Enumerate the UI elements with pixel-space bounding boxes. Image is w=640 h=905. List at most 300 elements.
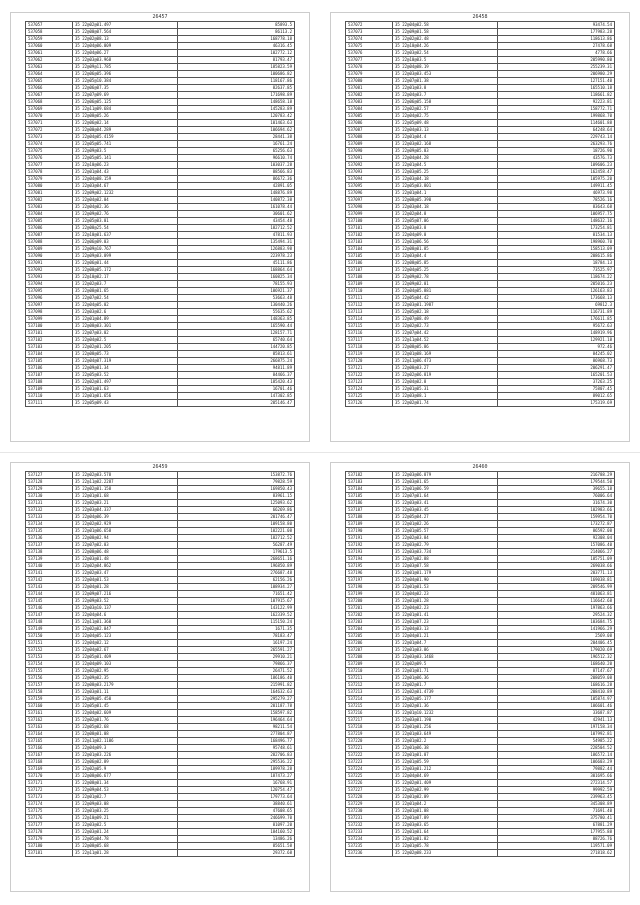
point-id-cell: 537187 xyxy=(346,507,393,514)
table-row xyxy=(346,584,615,591)
coordinate-sheet-1 xyxy=(10,12,310,442)
table-row xyxy=(346,36,615,43)
table-row xyxy=(346,141,615,148)
coordinate-cell: 35 22@04@04.69 xyxy=(393,773,498,780)
point-id-cell: 537066 xyxy=(26,85,73,92)
coordinate-cell: 35 22@01@06.36 xyxy=(393,675,498,682)
value-cell: 29524.32 xyxy=(498,612,615,619)
table-row xyxy=(26,302,295,309)
point-id-cell: 537102 xyxy=(26,337,73,344)
value-cell: 276687.48 xyxy=(178,570,295,577)
table-row xyxy=(26,323,295,330)
coordinate-cell: 35 22@04@05.123 xyxy=(73,633,178,640)
value-cell: 201746.47 xyxy=(178,514,295,521)
value-cell: 79882.44 xyxy=(498,766,615,773)
value-cell: 179544.50 xyxy=(498,479,615,486)
coordinate-cell: 35 22@03@04.4 xyxy=(393,253,498,260)
page-divider xyxy=(0,452,640,453)
coordinate-cell: 35 22@11@06.473 xyxy=(393,358,498,365)
table-row xyxy=(346,253,615,260)
point-id-cell: 537216 xyxy=(346,710,393,717)
point-id-cell: 537089 xyxy=(26,246,73,253)
coordinate-cell: 35 22@01@04.2 xyxy=(393,801,498,808)
point-id-cell: 537134 xyxy=(26,521,73,528)
coordinate-cell: 35 22@06@05.125 xyxy=(73,99,178,106)
coordinate-cell: 35 22@09@02.35 xyxy=(73,675,178,682)
table-row xyxy=(346,591,615,598)
table-row xyxy=(26,738,295,745)
point-id-cell: 537082 xyxy=(26,197,73,204)
coordinate-cell: 35 22@04@03.13 xyxy=(393,626,498,633)
point-id-cell: 537120 xyxy=(346,358,393,365)
value-cell: 79828.59 xyxy=(178,479,295,486)
point-id-cell: 537122 xyxy=(346,372,393,379)
coordinate-cell: 35 22@10@02.17 xyxy=(73,274,178,281)
value-cell: 56287.49 xyxy=(178,542,295,549)
point-id-cell: 537219 xyxy=(346,731,393,738)
point-id-cell: 537207 xyxy=(346,647,393,654)
coordinate-cell: 35 22@01@04.89 xyxy=(73,316,178,323)
value-cell: 272314.57 xyxy=(498,780,615,787)
table-row xyxy=(26,155,295,162)
point-id-cell: 537235 xyxy=(346,843,393,850)
point-id-cell: 537223 xyxy=(346,759,393,766)
point-id-cell: 537225 xyxy=(346,773,393,780)
point-id-cell: 537081 xyxy=(26,190,73,197)
value-cell: 81793.47 xyxy=(178,57,295,64)
coordinate-cell: 35 22@07@02.54 xyxy=(73,295,178,302)
value-cell: 95672.63 xyxy=(498,323,615,330)
point-id-cell: 537063 xyxy=(26,64,73,71)
coordinate-table xyxy=(345,471,615,857)
value-cell: 141966.29 xyxy=(498,626,615,633)
table-row xyxy=(26,570,295,577)
value-cell: 102221.08 xyxy=(178,528,295,535)
point-id-cell: 537096 xyxy=(346,190,393,197)
coordinate-cell: 35 22@01@01.63 xyxy=(73,386,178,393)
coordinate-cell: 35 22@02@05.9 xyxy=(73,766,178,773)
table-row xyxy=(26,239,295,246)
point-id-cell: 537227 xyxy=(346,787,393,794)
point-id-cell: 537073 xyxy=(26,134,73,141)
table-row xyxy=(26,500,295,507)
coordinate-cell: 35 22@08@05.86 xyxy=(393,344,498,351)
table-row xyxy=(26,36,295,43)
value-cell: 216788.29 xyxy=(498,472,615,479)
point-id-cell: 537161 xyxy=(26,710,73,717)
value-cell: 185420.43 xyxy=(178,379,295,386)
value-cell: 158772.71 xyxy=(498,106,615,113)
coordinate-cell: 35 22@05@01.409 xyxy=(73,654,178,661)
value-cell: 127151.40 xyxy=(498,78,615,85)
point-id-cell: 537137 xyxy=(26,542,73,549)
value-cell: 106957.75 xyxy=(498,211,615,218)
coordinate-cell: 35 22@11@09.684 xyxy=(73,106,178,113)
sheet-title: 26459 xyxy=(152,464,168,470)
coordinate-cell: 35 22@00@04.289 xyxy=(73,127,178,134)
coordinate-cell: 35 22@04@01.21 xyxy=(393,633,498,640)
point-id-cell: 537220 xyxy=(346,738,393,745)
point-id-cell: 537074 xyxy=(26,141,73,148)
value-cell: 81097.20 xyxy=(178,822,295,829)
value-cell: 282706.83 xyxy=(178,752,295,759)
point-id-cell: 537080 xyxy=(346,78,393,85)
value-cell: 120754.47 xyxy=(178,787,295,794)
coordinate-cell: 35 22@04@08.159 xyxy=(73,176,178,183)
point-id-cell: 537212 xyxy=(346,682,393,689)
table-row xyxy=(26,344,295,351)
value-cell: 109606.23 xyxy=(498,162,615,169)
point-id-cell: 537197 xyxy=(346,577,393,584)
coordinate-cell: 35 22@01@01.08 xyxy=(393,808,498,815)
table-row xyxy=(26,281,295,288)
coordinate-cell: 35 22@01@05.59 xyxy=(393,759,498,766)
table-row xyxy=(26,766,295,773)
table-row xyxy=(346,372,615,379)
coordinate-cell: 35 22@01@01.656 xyxy=(73,393,178,400)
point-id-cell: 537110 xyxy=(346,288,393,295)
point-id-cell: 537181 xyxy=(26,850,73,857)
point-id-cell: 537061 xyxy=(26,50,73,57)
value-cell: 105975.20 xyxy=(498,176,615,183)
table-row xyxy=(346,162,615,169)
value-cell: 84245.02 xyxy=(498,351,615,358)
coordinate-cell: 35 22@02@03.578 xyxy=(73,472,178,479)
point-id-cell: 537196 xyxy=(346,570,393,577)
point-id-cell: 537058 xyxy=(26,29,73,36)
table-row xyxy=(26,78,295,85)
point-id-cell: 537189 xyxy=(346,521,393,528)
value-cell: 263293.76 xyxy=(498,141,615,148)
point-id-cell: 537217 xyxy=(346,717,393,724)
coordinate-table xyxy=(25,21,295,407)
point-id-cell: 537077 xyxy=(26,162,73,169)
point-id-cell: 537128 xyxy=(26,479,73,486)
value-cell: 246699.70 xyxy=(178,815,295,822)
coordinate-cell: 35 22@02@04.862 xyxy=(73,563,178,570)
table-row xyxy=(26,493,295,500)
point-id-cell: 537180 xyxy=(26,843,73,850)
point-id-cell: 537156 xyxy=(26,675,73,682)
value-cell: 265591.27 xyxy=(178,647,295,654)
coordinate-cell: 35 22@01@06.658 xyxy=(73,528,178,535)
value-cell: 255239.31 xyxy=(498,64,615,71)
table-row xyxy=(26,386,295,393)
table-row xyxy=(26,787,295,794)
coordinate-cell: 35 22@02@01.7 xyxy=(393,682,498,689)
point-id-cell: 537130 xyxy=(26,493,73,500)
coordinate-cell: 35 22@04@02.58 xyxy=(393,22,498,29)
coordinate-cell: 35 22@04@02.75 xyxy=(393,113,498,120)
point-id-cell: 537145 xyxy=(26,598,73,605)
table-row xyxy=(346,400,615,407)
coordinate-cell: 35 22@04@04.28 xyxy=(393,155,498,162)
table-row xyxy=(26,351,295,358)
coordinate-cell: 35 22@04@08.19 xyxy=(393,64,498,71)
coordinate-cell: 35 22@03@03.453 xyxy=(393,71,498,78)
point-id-cell: 537184 xyxy=(346,486,393,493)
point-id-cell: 537151 xyxy=(26,640,73,647)
value-cell: 165510.18 xyxy=(498,85,615,92)
point-id-cell: 537209 xyxy=(346,661,393,668)
value-cell: 66269.86 xyxy=(178,507,295,514)
value-cell: 176611.85 xyxy=(498,316,615,323)
point-id-cell: 537125 xyxy=(346,393,393,400)
table-row xyxy=(26,836,295,843)
coordinate-cell: 35 22@06@07.35 xyxy=(73,85,178,92)
point-id-cell: 537201 xyxy=(346,605,393,612)
point-id-cell: 537192 xyxy=(346,542,393,549)
table-row xyxy=(26,218,295,225)
table-row xyxy=(26,141,295,148)
value-cell: 116642.68 xyxy=(498,598,615,605)
table-row xyxy=(346,661,615,668)
coordinate-cell: 35 22@03@03.65 xyxy=(393,822,498,829)
table-row xyxy=(346,556,615,563)
point-id-cell: 537236 xyxy=(346,850,393,857)
point-id-cell: 537100 xyxy=(26,323,73,330)
table-row xyxy=(26,584,295,591)
table-row xyxy=(26,472,295,479)
coordinate-cell: 35 22@04@07.319 xyxy=(73,358,178,365)
value-cell: 73525.97 xyxy=(498,267,615,274)
point-id-cell: 537105 xyxy=(346,253,393,260)
table-row xyxy=(26,717,295,724)
table-row xyxy=(26,211,295,218)
coordinate-cell: 35 22@04@05.4159 xyxy=(73,134,178,141)
value-cell: 83961.15 xyxy=(178,493,295,500)
point-id-cell: 537118 xyxy=(346,344,393,351)
value-cell: 199868.70 xyxy=(498,113,615,120)
point-id-cell: 537112 xyxy=(346,302,393,309)
value-cell: 29372.68 xyxy=(178,850,295,857)
point-id-cell: 537148 xyxy=(26,619,73,626)
value-cell: 87147.67 xyxy=(498,668,615,675)
point-id-cell: 537098 xyxy=(26,309,73,316)
value-cell: 99992.59 xyxy=(498,787,615,794)
coordinate-cell: 35 22@08@01.34 xyxy=(73,780,178,787)
coordinate-cell: 35 22@04@02.609 xyxy=(73,710,178,717)
point-id-cell: 537193 xyxy=(346,549,393,556)
coordinate-cell: 35 22@11@04.52 xyxy=(393,337,498,344)
point-id-cell: 537069 xyxy=(26,106,73,113)
value-cell: 168496.77 xyxy=(178,738,295,745)
coordinate-cell: 35 22@04@09.103 xyxy=(73,661,178,668)
point-id-cell: 537088 xyxy=(346,134,393,141)
point-id-cell: 537135 xyxy=(26,528,73,535)
point-id-cell: 537116 xyxy=(346,330,393,337)
table-row xyxy=(346,57,615,64)
point-id-cell: 537168 xyxy=(26,759,73,766)
value-cell: 148658.18 xyxy=(178,99,295,106)
point-id-cell: 537139 xyxy=(26,556,73,563)
value-cell: 972.46 xyxy=(498,344,615,351)
coordinate-cell: 35 22@07@01.64 xyxy=(393,493,498,500)
coordinate-cell: 35 22@03@03.8 xyxy=(393,225,498,232)
table-row xyxy=(346,351,615,358)
point-id-cell: 537070 xyxy=(26,113,73,120)
value-cell: 179773.64 xyxy=(178,794,295,801)
point-id-cell: 537107 xyxy=(346,267,393,274)
table-row xyxy=(26,479,295,486)
coordinate-cell: 35 22@04@06.009 xyxy=(73,43,178,50)
value-cell: 79866.37 xyxy=(178,661,295,668)
point-id-cell: 537203 xyxy=(346,619,393,626)
point-id-cell: 537210 xyxy=(346,668,393,675)
coordinate-cell: 35 22@03@02.6 xyxy=(73,309,178,316)
point-id-cell: 537172 xyxy=(26,787,73,794)
coordinate-cell: 35 22@10@04.26 xyxy=(393,43,498,50)
point-id-cell: 537202 xyxy=(346,612,393,619)
value-cell: 42941.13 xyxy=(498,717,615,724)
value-cell: 168864.64 xyxy=(178,267,295,274)
value-cell: 46973.98 xyxy=(498,190,615,197)
value-cell: 158513.09 xyxy=(498,246,615,253)
point-id-cell: 537073 xyxy=(346,29,393,36)
value-cell: 101463.63 xyxy=(178,120,295,127)
value-cell: 119571.09 xyxy=(498,843,615,850)
point-id-cell: 537093 xyxy=(26,274,73,281)
point-id-cell: 537199 xyxy=(346,591,393,598)
table-row xyxy=(26,22,295,29)
point-id-cell: 537224 xyxy=(346,766,393,773)
value-cell: 196850.89 xyxy=(178,563,295,570)
coordinate-cell: 35 22@01@01.64 xyxy=(393,829,498,836)
point-id-cell: 537075 xyxy=(26,148,73,155)
table-row xyxy=(346,794,615,801)
value-cell: 71691.40 xyxy=(498,808,615,815)
table-row xyxy=(346,598,615,605)
point-id-cell: 537171 xyxy=(26,780,73,787)
value-cell: 78155.93 xyxy=(178,281,295,288)
table-row xyxy=(346,647,615,654)
point-id-cell: 537100 xyxy=(346,218,393,225)
value-cell: 162339.52 xyxy=(178,612,295,619)
table-row xyxy=(26,127,295,134)
table-row xyxy=(26,563,295,570)
point-id-cell: 537068 xyxy=(26,99,73,106)
table-row xyxy=(346,605,615,612)
coordinate-cell: 35 22@00@07.564 xyxy=(73,29,178,36)
coordinate-cell: 35 22@09@04.53 xyxy=(73,787,178,794)
point-id-cell: 537141 xyxy=(26,570,73,577)
table-row xyxy=(26,521,295,528)
table-row xyxy=(26,486,295,493)
value-cell: 148876.89 xyxy=(178,190,295,197)
point-id-cell: 537215 xyxy=(346,703,393,710)
value-cell: 168616.28 xyxy=(498,682,615,689)
coordinate-cell: 35 22@02@04.8 xyxy=(393,211,498,218)
point-id-cell: 537092 xyxy=(346,162,393,169)
value-cell: 148919.96 xyxy=(498,330,615,337)
point-id-cell: 537131 xyxy=(26,500,73,507)
point-id-cell: 537211 xyxy=(346,675,393,682)
value-cell: 33687.87 xyxy=(498,710,615,717)
table-row xyxy=(26,64,295,71)
table-row xyxy=(346,787,615,794)
coordinate-cell: 35 22@06@01.44 xyxy=(73,260,178,267)
coordinate-cell: 35 22@04@02.12 xyxy=(73,640,178,647)
coordinate-cell: 35 22@07@02.03 xyxy=(73,542,178,549)
value-cell: 153872.76 xyxy=(178,472,295,479)
table-row xyxy=(26,514,295,521)
table-row xyxy=(346,281,615,288)
point-id-cell: 537169 xyxy=(26,766,73,773)
coordinate-cell: 35 22@07@02.88 xyxy=(393,556,498,563)
value-cell: 85651.58 xyxy=(178,843,295,850)
coordinate-cell: 35 22@01@01.07 xyxy=(393,752,498,759)
coordinate-cell: 35 22@05@10.384 xyxy=(73,78,178,85)
coordinate-cell: 35 22@02@01.74 xyxy=(393,400,498,407)
coordinate-cell: 35 22@10@09.21 xyxy=(73,815,178,822)
value-cell: 161078.44 xyxy=(178,204,295,211)
table-row xyxy=(26,99,295,106)
table-row xyxy=(26,372,295,379)
point-id-cell: 537104 xyxy=(346,246,393,253)
point-id-cell: 537082 xyxy=(346,92,393,99)
point-id-cell: 537142 xyxy=(26,577,73,584)
coordinate-cell: 35 22@01@05.78 xyxy=(393,843,498,850)
table-row xyxy=(346,64,615,71)
point-id-cell: 537072 xyxy=(26,127,73,134)
table-row xyxy=(346,330,615,337)
value-cell: 164632.63 xyxy=(178,689,295,696)
coordinate-cell: 35 22@08@02.94 xyxy=(73,535,178,542)
table-row xyxy=(346,190,615,197)
point-id-cell: 537099 xyxy=(346,211,393,218)
coordinate-cell: 35 22@03@02.5 xyxy=(73,822,178,829)
point-id-cell: 537105 xyxy=(26,358,73,365)
value-cell: 93474.54 xyxy=(498,22,615,29)
table-row xyxy=(346,148,615,155)
value-cell: 83643.68 xyxy=(498,204,615,211)
coordinate-cell: 35 22@05@03.01 xyxy=(73,218,178,225)
table-row xyxy=(26,169,295,176)
value-cell: 196464.64 xyxy=(178,717,295,724)
table-row xyxy=(26,400,295,407)
table-row xyxy=(346,127,615,134)
table-row xyxy=(346,703,615,710)
value-cell: 206291.47 xyxy=(498,365,615,372)
value-cell: 30601.62 xyxy=(178,211,295,218)
coordinate-cell: 35 22@01@01.256 xyxy=(393,724,498,731)
coordinate-cell: 35 22@04@06.27 xyxy=(73,50,178,57)
table-row xyxy=(26,197,295,204)
coordinate-cell: 35 22@07@01.38 xyxy=(393,78,498,85)
point-id-cell: 537195 xyxy=(346,563,393,570)
coordinate-cell: 35 22@08@25.54 xyxy=(73,225,178,232)
value-cell: 31674.30 xyxy=(498,500,615,507)
point-id-cell: 537088 xyxy=(26,239,73,246)
table-row xyxy=(346,50,615,57)
value-cell: 186572.14 xyxy=(498,752,615,759)
coordinate-cell: 35 22@05@05.141 xyxy=(73,155,178,162)
coordinate-cell: 35 22@09@05.450 xyxy=(73,696,178,703)
value-cell: 82637.85 xyxy=(178,85,295,92)
point-id-cell: 537230 xyxy=(346,808,393,815)
coordinate-cell: 35 22@04@03.13 xyxy=(393,127,498,134)
table-row xyxy=(26,591,295,598)
table-row xyxy=(26,815,295,822)
point-id-cell: 537067 xyxy=(26,92,73,99)
coordinate-cell: 35 22@09@02.76 xyxy=(73,211,178,218)
point-id-cell: 537158 xyxy=(26,689,73,696)
point-id-cell: 537095 xyxy=(26,288,73,295)
value-cell: 42891.05 xyxy=(178,183,295,190)
value-cell: 206980.29 xyxy=(498,71,615,78)
value-cell: 2569.08 xyxy=(498,633,615,640)
value-cell: 375780.41 xyxy=(498,815,615,822)
